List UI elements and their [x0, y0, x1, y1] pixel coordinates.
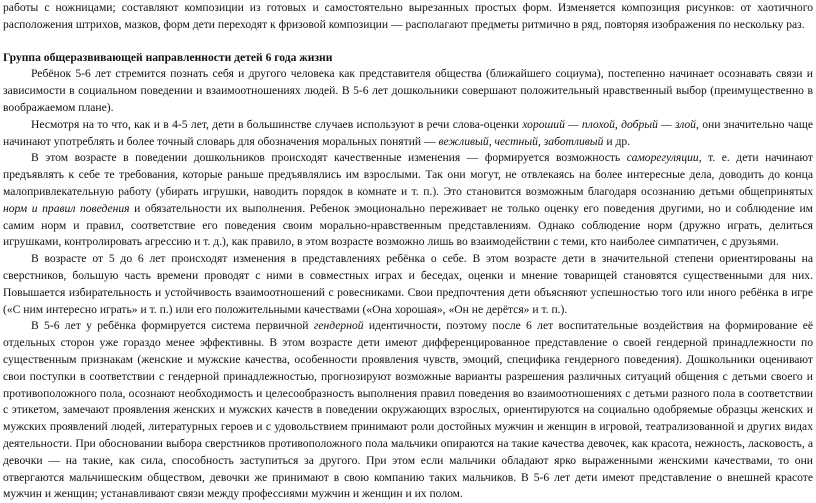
- paragraph-evaluative-words: [3, 117, 813, 151]
- text-run: Несмотря на то что, как и в 4-5 лет, дети в большинстве случаев используют в речи слова-оценки: [31, 117, 523, 131]
- paragraph-self-regulation: [3, 150, 813, 251]
- italic-run: хороший — плохой, добрый — злой,: [522, 117, 699, 131]
- italic-run: норм и правил поведения: [3, 201, 130, 215]
- document-page: [3, 0, 813, 503]
- text-run: В этом возрасте в поведении дошкольников происходят качественные изменения — формируется возможность: [31, 151, 627, 165]
- italic-run: саморегуляции,: [626, 151, 702, 165]
- paragraph-gap: [3, 34, 813, 49]
- italic-run: гендерной: [313, 319, 364, 333]
- intro-paragraph: работы с ножницами; составляют композиции из готовых и самостоятельно вырезанных простых форм. Изменяется композиция рисунков: от хаотичного расположения штрихов, мазков, форм дети переходят к фризовой композиции — располагают предметы ритмично в ряд, повторяя изображения по нескольку раз.: [3, 1, 813, 31]
- text-run: и обязательности их выполнения. Ребенок эмоционально переживает не только оценку его поведения другими, но и соблюдение им самим норм и правил, соответствие его поведения своим морально-нравственным представлениям. Однако соблюдение норм (дружно играть, делиться игрушками, контролировать агрессию и т. д.), как правило, в этом возрасте возможно лишь во взаимодействии с теми, кто наиболее симпатичен, с друзьями.: [3, 201, 813, 249]
- italic-run: вежливый, честный, заботливый: [438, 134, 604, 148]
- text-run: т. е. дети начинают предъявлять к себе те требования, которые раньше предъявлялись им взрослыми. Так они могут, не отвлекаясь на более интересные дела, доводить до конца малопривлекательную работу (убирать игрушки, наводить порядок в комнате и т. п.). Это становится возможным благодаря осознанию детьми общепринятых: [3, 151, 813, 198]
- text-run: В 5-6 лет у ребёнка формируется система первичной: [31, 319, 314, 333]
- paragraph-self-awareness: Ребёнок 5-6 лет стремится познать себя и другого человека как представителя общества (ближайшего социума), постепенно начинает осознавать связи и зависимости в социальном поведении и взаимоотношениях людей. В 5-6 лет дошкольники совершают положительный нравственный выбор (преимущественно в воображаемом плане).: [3, 67, 813, 114]
- paragraph-peer-relations: В возрасте от 5 до 6 лет происходят изменения в представлениях ребёнка о себе. В этом возрасте дети в значительной степени ориентированы на сверстников, большую часть времени проводят с ними в совместных играх и беседах, оценки и мнение товарищей становятся существенными для них. Повышается избирательность и устойчивость взаимоотношений с ровесниками. Свои предпочтения дети объясняют успешностью того или иного ребёнка в игре («С ним интересно играть» и т. п.) или его положительными качествами («Она хорошая», «Он не дерётся» и т. п.).: [3, 252, 813, 316]
- text-run: идентичности, поэтому после 6 лет воспитательные воздействия на формирование её отдельных сторон уже гораздо менее эффективны. В этом возрасте дети имеют дифференцированное представление о своей гендерной принадлежности по существенным признакам (женские и мужские качества, особенности проявления чувств, эмоций, специфика гендерного поведения). Дошкольники оценивают свои поступки в соответствии с гендерной принадлежностью, прогнозируют возможные варианты разрешения различных ситуаций общения с детьми своего и противоположного пола, осознают необходимость и целесообразность выполнения правил поведения во взаимоотношениях с детьми разного пола в соответствии с этикетом, замечают проявления женских и мужских качеств в поведении окружающих взрослых, ориентируются на социально одобряемые образцы женских и мужских проявлений людей, литературных героев и с удовольствием принимают роли достойных мужчин и женщин в игровой, театрализованной и других видах деятельности. При обосновании выбора сверстников противоположного пола мальчики опираются на такие качества девочек, как красота, нежность, ласковость, а девочки — на такие, как сила, способность заступиться за другого. При этом если мальчики обладают ярко выраженными женскими качествами, то они отвергаются мальчишеским обществом, девочки же принимают в свою компанию таких мальчиков. В 5-6 лет дети имеют представление о внешней красоте мужчин и женщин; устанавливают связи между профессиями мужчин и женщин и их полом.: [3, 319, 813, 501]
- text-run: они значительно чаще начинают употреблять и более точный словарь для обозначения моральных понятий —: [3, 117, 813, 148]
- section-heading: Группа общеразвивающей направленности детей 6 года жизни: [3, 50, 333, 64]
- paragraph-gender-identity: [3, 318, 813, 503]
- text-run: и др.: [603, 134, 631, 148]
